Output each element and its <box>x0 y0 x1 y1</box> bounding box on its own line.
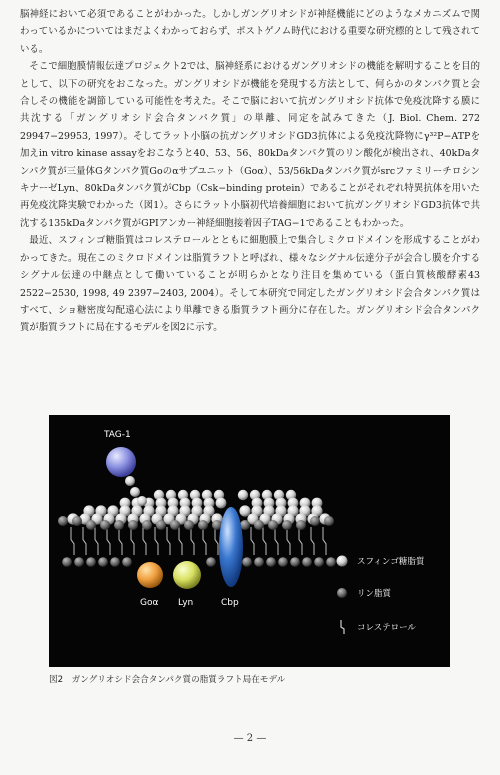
lipid-tail <box>107 527 110 555</box>
lipid-head-outer <box>268 520 278 530</box>
lipid-head-lower <box>62 557 72 567</box>
legend <box>337 556 425 635</box>
lipid-tail <box>95 527 98 555</box>
lipid-head-outer <box>296 520 306 530</box>
paragraph-2: そこで細胞膜情報伝達プロジェクト2では、脳神経系におけるガングリオシドの機能を解明することを目的として、以下の研究をおこなった。ガングリオシドが機能を発現する方法として、何らかのタンパク質と会合しその機能を調節している可能性を考えた。そこで脳において抗ガングリオシド抗体で免疫沈降する膜に共沈する「ガングリオシド会合タンパク質」の単離、同定を試みてきた（J. Biol. Chem. 272 29947−29953, 1997）。そしてラット小脳の抗ガングリオシドGD3抗体による免疫沈降物にγ³²P−ATPを加えin vitro kinase assayをおこなうと40、53、56、80kDaタンパク質のリン酸化が検出され、40kDaタンパク質が三量体Gタンパク質Goのαサブユニット（Goα）、53/56kDaタンパク質がsrcファミリーチロシンキナーゼLyn、80kDaタンパク質がCbp（Csk−binding protein）であることがそれぞれ特異抗体を用いた再免疫沈降実験でわかった（図1）。さらにラット小脳初代培養細胞において抗ガングリオシドGD3抗体で共沈する135kDaタンパク質がGPIアンカー神経細胞接着因子TAG−1であることもわかった。 <box>20 61 480 229</box>
lipid-head-outer <box>128 520 138 530</box>
lipid-tail <box>191 527 194 555</box>
body-text <box>20 6 480 337</box>
page-number: — 2 — <box>233 733 267 744</box>
tag1-label: TAG-1 <box>104 430 131 440</box>
cbp-protein <box>219 507 243 587</box>
lyn-label: Lyn <box>178 598 194 608</box>
lipid-head-lower <box>122 557 132 567</box>
paragraph-3: 最近、スフィンゴ糖脂質はコレステロールとともに細胞膜上で集合しミクロドメインを形成することがわかってきた。現在このミクロドメインは脂質ラフトと呼ばれ、様々なシグナル伝達分子が会合し膜を介するシグナル伝達の中継点として働いていることが明らかとなり注目を集めている（蛋白質核酸酵素43 2522−2530, 1998, 49 2397−2403, 2004）。そして本研究で同定したガングリオシド会合タンパク質はすべて、ショ糖密度勾配遠心法により単離できる脂質ラフト画分に存在した。ガングリオシド会合タンパク質が脂質ラフトに局在するモデルを図2に示す。 <box>20 235 480 334</box>
lipid-head-outer <box>100 520 110 530</box>
lipid-tail <box>155 527 158 555</box>
lipid-head-outer <box>86 520 96 530</box>
tag1-protein <box>106 447 136 477</box>
lipid-head-outer <box>254 520 264 530</box>
lipid-tail <box>275 527 278 555</box>
lipid-head-lower <box>206 557 216 567</box>
figure-caption: 図2 ガングリオシド会合タンパク質の脂質ラフト局在モデル <box>49 675 286 685</box>
legend-phospho-label: リン脂質 <box>357 589 392 599</box>
lipid-head-outer <box>184 520 194 530</box>
legend-sphingo-label: スフィンゴ糖脂質 <box>357 557 425 567</box>
lipid-tail <box>203 527 206 555</box>
cbp-label: Cbp <box>221 598 239 608</box>
lipid-head-lower <box>242 557 252 567</box>
lipid-tail <box>179 527 182 555</box>
legend-phospho-icon <box>337 588 347 598</box>
lipid-head-upper <box>216 498 227 509</box>
lipid-head-outer <box>58 516 68 526</box>
lipid-head-outer <box>142 520 152 530</box>
lipid-tail <box>287 527 290 555</box>
lipid-head-lower <box>290 557 300 567</box>
lipid-head-outer <box>156 520 166 530</box>
lipid-tail <box>263 527 266 555</box>
lipid-tails <box>71 527 326 555</box>
lipid-heads <box>58 490 336 567</box>
lipid-head-outer <box>324 516 334 526</box>
lipid-head-lower <box>74 557 84 567</box>
lipid-tail <box>323 527 326 555</box>
lipid-head-outer <box>170 520 180 530</box>
figure-svg <box>49 415 450 667</box>
lipid-tail <box>215 527 218 555</box>
figure-lipid-raft-model <box>49 415 450 667</box>
legend-cholesterol-icon <box>341 620 344 634</box>
lipid-tail <box>251 527 254 555</box>
lyn-protein <box>173 561 201 589</box>
lipid-head-lower <box>314 557 324 567</box>
lipid-head-lower <box>98 557 108 567</box>
lipid-tail <box>143 527 146 555</box>
legend-cholesterol-label: コレステロール <box>357 623 416 633</box>
paragraph-1: 脳神経において必須であることがわかった。しかしガングリオシドが神経機能にどのようなメカニズムで関わっているかについてはまだよくわかっておらず、ポストゲノム時代における重要な研究標的として残されている。 <box>20 9 480 55</box>
lipid-head-outer <box>310 516 320 526</box>
legend-sphingo-icon <box>337 556 348 567</box>
lipid-head-upper <box>238 490 248 500</box>
lipid-tail <box>119 527 122 555</box>
lipid-tail <box>131 527 134 555</box>
lipid-head-outer <box>114 520 124 530</box>
lipid-head-outer <box>282 520 292 530</box>
lipid-head-outer <box>198 520 208 530</box>
lipid-head-lower <box>326 557 336 567</box>
lipid-tail <box>299 527 302 555</box>
lipid-tail <box>83 527 86 555</box>
goa-protein <box>137 562 163 588</box>
lipid-head-upper <box>239 505 250 516</box>
lipid-tail <box>71 527 74 555</box>
lipid-tail <box>311 527 314 555</box>
goa-label: Goα <box>140 598 159 608</box>
lipid-head-lower <box>302 557 312 567</box>
lipid-head-lower <box>254 557 264 567</box>
lipid-tail <box>167 527 170 555</box>
lipid-head-lower <box>86 557 96 567</box>
lipid-head-lower <box>110 557 120 567</box>
lipid-head-lower <box>278 557 288 567</box>
lipid-head-lower <box>266 557 276 567</box>
lipid-head-outer <box>72 516 82 526</box>
